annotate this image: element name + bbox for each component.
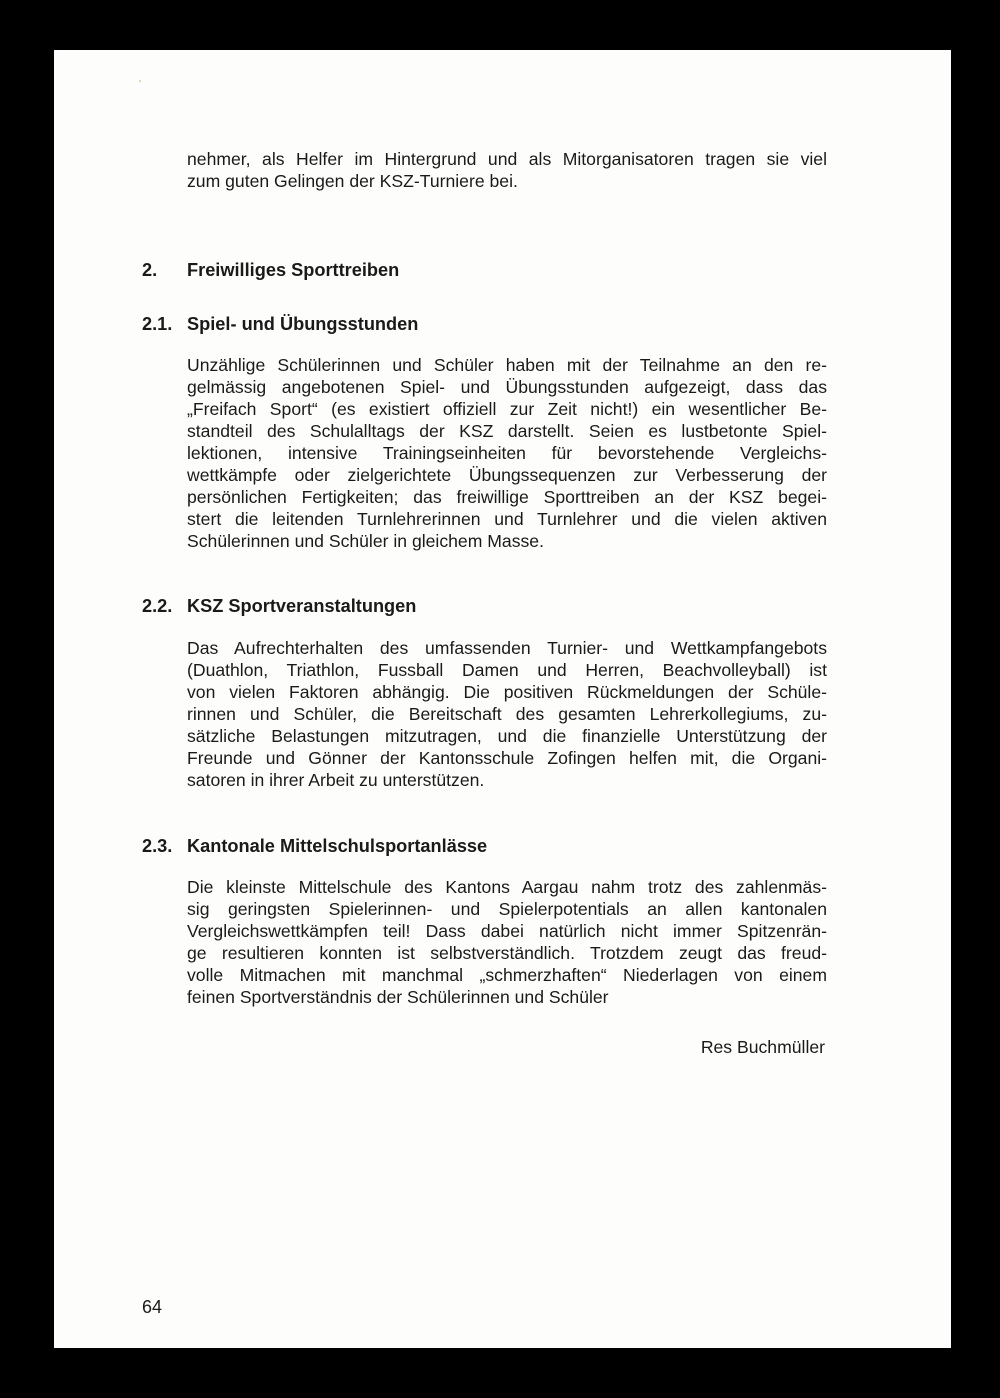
paper-speck bbox=[139, 80, 141, 82]
paragraph-line: rinnen und Schüler, die Bereitschaft des gesamten Lehrerkollegiums, zu- bbox=[187, 704, 827, 724]
paragraph-line: satoren in ihrer Arbeit zu unterstützen. bbox=[187, 770, 485, 790]
section-title: Freiwilliges Sporttreiben bbox=[187, 260, 400, 280]
paragraph-line: gelmässig angebotenen Spiel- und Übungsstunden aufgezeigt, dass das bbox=[187, 377, 827, 397]
paragraph-line: stert die leitenden Turnlehrerinnen und Turnlehrer und die vielen aktiven bbox=[187, 509, 827, 529]
paragraph-line: standteil des Schulalltags der KSZ darstellt. Seien es lustbetonte Spiel- bbox=[187, 421, 827, 441]
paragraph-line: feinen Sportverständnis der Schülerinnen und Schüler bbox=[187, 987, 609, 1007]
section-2-2-heading bbox=[142, 596, 416, 617]
paragraph-line: persönlichen Fertigkeiten; das freiwillige Sporttreiben an der KSZ begei- bbox=[187, 487, 827, 507]
paragraph-line: „Freifach Sport“ (es existiert offiziell zur Zeit nicht!) ein wesentlicher Be- bbox=[187, 399, 827, 419]
intro-line: zum guten Gelingen der KSZ-Turniere bei. bbox=[187, 171, 518, 191]
section-2-2-paragraph bbox=[187, 637, 827, 791]
paragraph-line: (Duathlon, Triathlon, Fussball Damen und Herren, Beachvolleyball) ist bbox=[187, 660, 827, 680]
page-number: 64 bbox=[142, 1297, 163, 1317]
paragraph-line: Schülerinnen und Schüler in gleichem Masse. bbox=[187, 531, 544, 551]
paragraph-line: Die kleinste Mittelschule des Kantons Aargau nahm trotz des zahlenmäs- bbox=[187, 877, 827, 897]
paragraph-line: lektionen, intensive Trainingseinheiten für bevorstehende Vergleichs- bbox=[187, 443, 827, 463]
paragraph-line: Vergleichswettkämpfen teil! Dass dabei natürlich nicht immer Spitzenrän- bbox=[187, 921, 827, 941]
section-2-1-paragraph bbox=[187, 354, 827, 552]
intro-paragraph bbox=[187, 148, 827, 192]
paragraph-line: wettkämpfe oder zielgerichtete Übungssequenzen zur Verbesserung der bbox=[187, 465, 827, 485]
section-number: 2.1. bbox=[142, 314, 173, 334]
section-title: Kantonale Mittelschulsportanlässe bbox=[187, 836, 488, 856]
section-2-heading bbox=[142, 260, 399, 281]
section-title: KSZ Sportveranstaltungen bbox=[187, 596, 417, 616]
paragraph-line: Unzählige Schülerinnen und Schüler haben mit der Teilnahme an den re- bbox=[187, 355, 827, 375]
document-page bbox=[54, 50, 951, 1348]
paragraph-line: ge resultieren konnten ist selbstverständlich. Trotzdem zeugt das freud- bbox=[187, 943, 827, 963]
section-2-1-heading bbox=[142, 314, 418, 335]
section-2-3-paragraph bbox=[187, 876, 827, 1008]
paragraph-line: sig geringsten Spielerinnen- und Spielerpotentials an allen kantonalen bbox=[187, 899, 827, 919]
paragraph-line: Freunde und Gönner der Kantonsschule Zofingen helfen mit, die Organi- bbox=[187, 748, 827, 768]
section-2-3-heading bbox=[142, 836, 487, 857]
paragraph-line: Das Aufrechterhalten des umfassenden Turnier- und Wettkampfangebots bbox=[187, 638, 827, 658]
paragraph-line: sätzliche Belastungen mitzutragen, und die finanzielle Unterstützung der bbox=[187, 726, 827, 746]
section-title: Spiel- und Übungsstunden bbox=[187, 314, 419, 334]
section-number: 2.2. bbox=[142, 596, 173, 616]
section-number: 2.3. bbox=[142, 836, 173, 856]
author-signature: Res Buchmüller bbox=[700, 1037, 825, 1057]
paragraph-line: von vielen Faktoren abhängig. Die positiven Rückmeldungen der Schüle- bbox=[187, 682, 827, 702]
intro-line: nehmer, als Helfer im Hintergrund und als Mitorganisatoren tragen sie viel bbox=[187, 149, 827, 169]
paragraph-line: volle Mitmachen mit manchmal „schmerzhaften“ Niederlagen von einem bbox=[187, 965, 827, 985]
section-number: 2. bbox=[142, 260, 158, 280]
